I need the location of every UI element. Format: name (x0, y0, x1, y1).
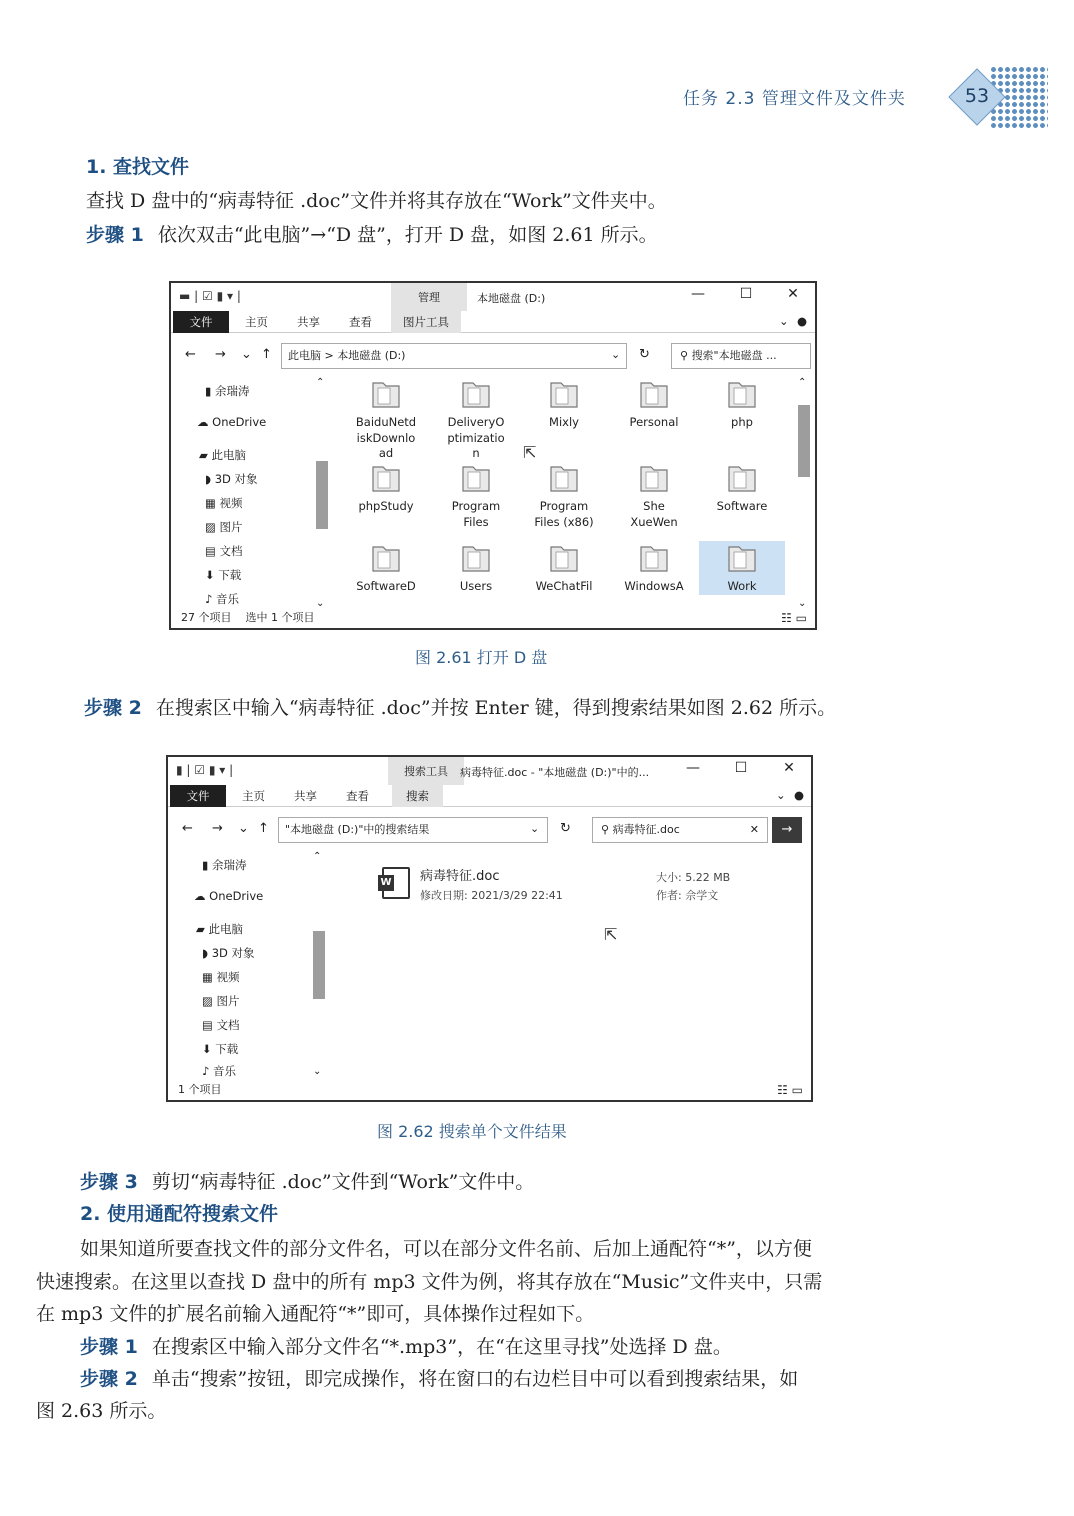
result-size: 大小: 5.22 MB (656, 871, 731, 884)
scroll-down-icon[interactable]: ⌄ (798, 598, 807, 609)
scroll-up-icon[interactable]: ⌃ (316, 377, 325, 388)
nav-item-music[interactable]: ♪ 音乐 (205, 592, 239, 606)
section-heading-find: 1. 查找文件 (86, 156, 190, 178)
navigation-pane (171, 375, 331, 608)
folder-item[interactable] (611, 461, 697, 530)
result-file-name[interactable]: 病毒特征.doc (420, 869, 500, 884)
folder-item[interactable] (699, 377, 785, 431)
nav-item-downloads[interactable]: ⬇ 下载 (205, 568, 242, 582)
page-number-badge (948, 68, 1006, 126)
tab-view[interactable]: 查看 (349, 315, 372, 329)
mouse-cursor: ⇱ (523, 443, 537, 462)
scroll-down-icon[interactable]: ⌄ (313, 1066, 322, 1077)
forward-icon[interactable]: → (212, 821, 223, 836)
address-dropdown-icon[interactable]: ⌄ (611, 348, 621, 361)
ribbon-expand-icon[interactable]: ⌄ (779, 314, 789, 328)
folder-label: Program (451, 499, 501, 513)
help-icon[interactable]: ● (794, 788, 805, 802)
folder-icon (369, 377, 403, 411)
folder-icon (725, 377, 759, 411)
step-text: 单击“搜索”按钮，即完成操作，将在窗口的右边栏目中可以看到搜索结果，如 (151, 1368, 799, 1390)
search-go-button[interactable]: → (772, 817, 802, 843)
quick-access-toolbar[interactable]: ▬ | ☑ ▮ ▾ | (179, 289, 241, 303)
nav-item-onedrive[interactable]: ☁ OneDrive (197, 415, 267, 429)
folder-item[interactable] (611, 377, 697, 431)
folder-icon (547, 541, 581, 575)
search-icon: ⚲ (680, 349, 692, 362)
section-heading-wildcard: 2. 使用通配符搜索文件 (80, 1203, 279, 1225)
context-tab-search-tools[interactable]: 搜索工具 (388, 757, 464, 785)
address-bar[interactable] (281, 343, 627, 369)
folder-icon (725, 461, 759, 495)
result-modified-date: 修改日期: 2021/3/29 22:41 (420, 889, 563, 902)
paragraph-line: 在 mp3 文件的扩展名前输入通配符“*”即可，具体操作过程如下。 (36, 1303, 595, 1325)
close-icon[interactable]: ✕ (787, 286, 799, 302)
nav-item-user[interactable]: ▮ 余瑞涛 (202, 858, 247, 872)
folder-item[interactable] (699, 461, 785, 515)
back-icon[interactable]: ← (185, 347, 196, 362)
figure-caption-2-61: 图 2.61 打开 D 盘 (415, 648, 548, 667)
tab-home[interactable]: 主页 (245, 315, 268, 329)
step-3 (80, 1171, 534, 1195)
details-view-icon[interactable]: ☷ (781, 611, 792, 625)
nav-item-videos[interactable]: ▦ 视频 (205, 496, 243, 510)
scroll-up-icon[interactable]: ⌃ (313, 851, 322, 862)
folder-item[interactable] (343, 377, 429, 462)
nav-item-documents[interactable]: ▤ 文档 (202, 1018, 240, 1032)
nav-item-documents[interactable]: ▤ 文档 (205, 544, 243, 558)
tab-search[interactable]: 搜索 (392, 785, 443, 807)
large-icons-view-icon[interactable]: ▭ (791, 1083, 803, 1097)
minimize-icon[interactable]: — (686, 760, 700, 776)
step-text: 在搜索区中输入部分文件名“*.mp3”，在“在这里寻找”处选择 D 盘。 (151, 1336, 732, 1358)
clear-search-icon[interactable]: ✕ (749, 823, 759, 836)
nav-item-downloads[interactable]: ⬇ 下载 (202, 1042, 239, 1056)
tab-file[interactable]: 文件 (170, 785, 226, 807)
scroll-thumb[interactable] (798, 405, 810, 477)
nav-pane-scrollbar[interactable] (312, 851, 326, 1077)
folder-label: XueWen (630, 514, 678, 529)
search-value: 病毒特征.doc (612, 823, 680, 836)
folder-icon (369, 461, 403, 495)
search-icon: ⚲ (601, 823, 613, 836)
title-bar (168, 757, 811, 783)
paragraph-line: 图 2.63 所示。 (36, 1400, 167, 1422)
minimize-icon[interactable]: — (691, 286, 705, 302)
window-title: 本地磁盘 (D:) (477, 292, 546, 305)
folder-icon (637, 461, 671, 495)
folder-label: Users (459, 579, 493, 593)
item-count: 27 个项目 (181, 611, 232, 624)
refresh-icon[interactable]: ↻ (560, 821, 571, 836)
maximize-icon[interactable]: ☐ (734, 760, 748, 776)
tab-file[interactable]: 文件 (173, 311, 229, 333)
item-count: 1 个项目 (178, 1083, 222, 1096)
address-dropdown-icon[interactable]: ⌄ (530, 822, 540, 835)
folder-label: Program (539, 499, 589, 513)
folder-icon (459, 461, 493, 495)
folder-icon (637, 377, 671, 411)
folder-label: ptimizatio (447, 430, 505, 445)
folder-item[interactable] (343, 461, 429, 515)
address-text: "本地磁盘 (D:)"中的搜索结果 (285, 823, 430, 836)
figure-caption-2-62: 图 2.62 搜索单个文件结果 (377, 1122, 567, 1141)
folder-item[interactable] (343, 541, 429, 595)
forward-icon[interactable]: → (215, 347, 226, 362)
step-2-wildcard (80, 1368, 798, 1392)
recent-icon[interactable]: ⌄ (241, 347, 252, 362)
step-label: 步骤 2 (80, 1368, 138, 1390)
folder-label: Work (727, 579, 757, 593)
close-icon[interactable]: ✕ (783, 760, 795, 776)
paragraph-line: 快速搜索。在这里以查找 D 盘中的所有 mp3 文件为例，将其存放在“Music”文件夹中，只需 (36, 1271, 823, 1293)
address-text: 此电脑 > 本地磁盘 (D:) (288, 349, 406, 362)
folder-label: Personal (629, 415, 679, 429)
nav-item-pictures[interactable]: ▨ 图片 (202, 994, 240, 1008)
folder-item[interactable] (521, 541, 607, 595)
folder-icon (637, 541, 671, 575)
nav-item-music[interactable]: ♪ 音乐 (202, 1064, 236, 1078)
quick-access-toolbar[interactable]: ▮ | ☑ ▮ ▾ | (176, 763, 234, 777)
recent-icon[interactable]: ⌄ (238, 821, 249, 836)
folder-label: WeChatFil (535, 579, 593, 593)
folder-label: Files (x86) (534, 514, 594, 529)
status-bar (181, 609, 329, 625)
mouse-cursor: ⇱ (604, 925, 618, 944)
maximize-icon[interactable]: ☐ (739, 286, 753, 302)
refresh-icon[interactable]: ↻ (639, 347, 650, 362)
step-text: 在搜索区中输入“病毒特征 .doc”并按 Enter 键，得到搜索结果如图 2.62 所示。 (155, 697, 837, 719)
selected-count: 选中 1 个项目 (245, 611, 315, 624)
folder-item[interactable] (611, 541, 697, 595)
folder-label: php (731, 415, 753, 429)
folder-label: iskDownlo (356, 430, 416, 445)
folder-item[interactable] (699, 541, 785, 595)
word-document-icon: W (382, 867, 410, 899)
step-2 (84, 697, 836, 721)
tab-home[interactable]: 主页 (242, 789, 265, 803)
scroll-thumb[interactable] (313, 931, 325, 999)
folder-icon (369, 541, 403, 575)
nav-item-3d-objects[interactable]: ◗ 3D 对象 (205, 472, 258, 486)
folder-icon (547, 377, 581, 411)
folder-label: Software (716, 499, 768, 513)
step-label: 步骤 2 (84, 697, 142, 719)
folder-item[interactable] (433, 461, 519, 530)
folder-label: Mixly (549, 415, 579, 429)
step-text: 依次双击“此电脑”→“D 盘”，打开 D 盘，如图 2.61 所示。 (157, 224, 658, 246)
folder-item[interactable] (433, 377, 519, 462)
tab-view[interactable]: 查看 (346, 789, 369, 803)
scroll-thumb[interactable] (316, 461, 328, 529)
large-icons-view-icon[interactable]: ▭ (795, 611, 807, 625)
page-number: 53 (964, 85, 990, 107)
step-1 (86, 224, 658, 248)
folder-label: WindowsA (624, 579, 684, 593)
step-label: 步骤 1 (80, 1336, 138, 1358)
step-label: 步骤 1 (86, 224, 144, 246)
folder-label: BaiduNetd (355, 415, 417, 429)
running-header: 任务 2.3 管理文件及文件夹 (683, 89, 906, 109)
nav-pane-scrollbar[interactable] (315, 377, 329, 609)
navigation-bar (171, 341, 815, 371)
up-icon[interactable]: ↑ (258, 821, 269, 836)
nav-item-this-pc[interactable]: ▰ 此电脑 (196, 922, 243, 936)
folder-label: n (472, 446, 480, 461)
nav-item-3d-objects[interactable]: ◗ 3D 对象 (202, 946, 255, 960)
paragraph-line: 如果知道所要查找文件的部分文件名，可以在部分文件名前、后加上通配符“*”，以方便 (80, 1238, 812, 1260)
content-scrollbar[interactable] (797, 377, 811, 609)
view-toggle[interactable] (777, 1083, 803, 1097)
step-1-wildcard (80, 1336, 732, 1360)
result-author: 作者: 佘学文 (656, 889, 719, 902)
explorer-window-search-results (166, 755, 813, 1102)
folder-icon (547, 461, 581, 495)
nav-item-onedrive[interactable]: ☁ OneDrive (194, 889, 264, 903)
up-icon[interactable]: ↑ (261, 347, 272, 362)
ribbon-tabs (168, 785, 811, 807)
ribbon-expand-icon[interactable]: ⌄ (776, 788, 786, 802)
ribbon-tabs (171, 311, 815, 333)
address-bar[interactable] (278, 817, 548, 843)
folder-icon (725, 541, 759, 575)
folder-label: ad (378, 446, 394, 461)
folder-item[interactable] (521, 377, 607, 431)
nav-item-this-pc[interactable]: ▰ 此电脑 (199, 448, 246, 462)
tab-picture-tools[interactable]: 图片工具 (391, 311, 461, 333)
step-text: 剪切“病毒特征 .doc”文件到“Work”文件中。 (151, 1171, 535, 1193)
window-title: 病毒特征.doc - "本地磁盘 (D:)"中的... (460, 766, 650, 779)
help-icon[interactable]: ● (797, 314, 808, 328)
explorer-window-d-drive (169, 281, 817, 630)
view-toggle[interactable] (781, 611, 807, 625)
status-bar (178, 1081, 236, 1097)
search-box[interactable] (671, 343, 811, 369)
folder-label: She (643, 499, 665, 513)
navigation-pane (168, 849, 328, 1080)
search-placeholder: 搜索"本地磁盘 ... (691, 349, 777, 362)
context-tab-manage[interactable]: 管理 (391, 283, 467, 311)
folder-item[interactable] (433, 541, 519, 595)
nav-item-user[interactable]: ▮ 余瑞涛 (205, 384, 250, 398)
nav-item-pictures[interactable]: ▨ 图片 (205, 520, 243, 534)
folder-label: DeliveryO (447, 415, 505, 429)
search-box[interactable] (592, 817, 768, 843)
back-icon[interactable]: ← (182, 821, 193, 836)
navigation-bar (168, 815, 811, 845)
tab-share[interactable]: 共享 (294, 789, 317, 803)
scroll-up-icon[interactable]: ⌃ (798, 377, 807, 388)
folder-item[interactable] (521, 461, 607, 530)
details-view-icon[interactable]: ☷ (777, 1083, 788, 1097)
folder-icon (459, 377, 493, 411)
nav-item-videos[interactable]: ▦ 视频 (202, 970, 240, 984)
folder-label: Files (463, 514, 489, 529)
folder-label: SoftwareD (356, 579, 416, 593)
title-bar (171, 283, 815, 309)
folder-label: phpStudy (358, 499, 414, 513)
tab-share[interactable]: 共享 (297, 315, 320, 329)
intro-text: 查找 D 盘中的“病毒特征 .doc”文件并将其存放在“Work”文件夹中。 (86, 190, 667, 212)
scroll-down-icon[interactable]: ⌄ (316, 598, 325, 609)
step-label: 步骤 3 (80, 1171, 138, 1193)
folder-icon (459, 541, 493, 575)
